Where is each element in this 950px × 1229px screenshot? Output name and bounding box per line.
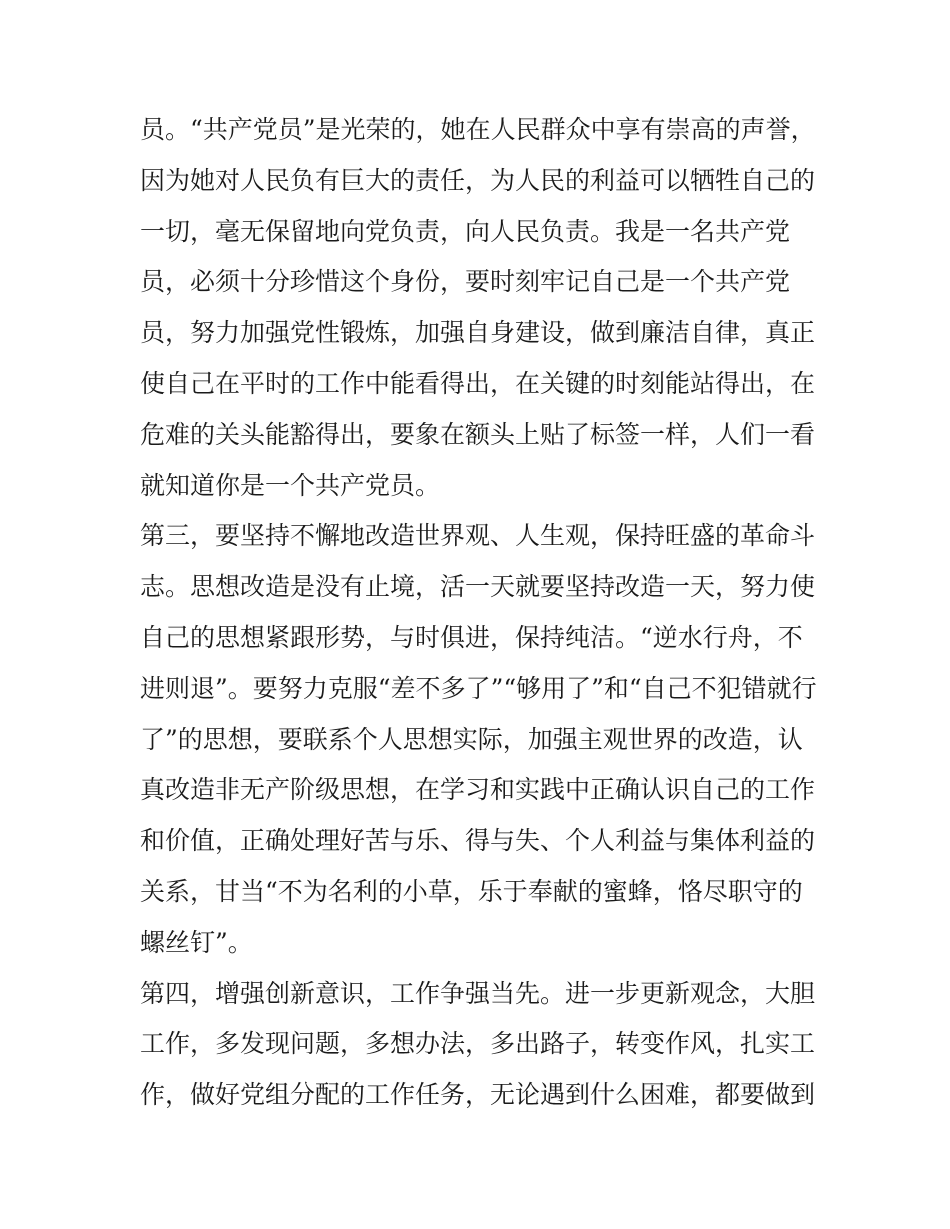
text-line: 危难的关头能豁得出，要象在额头上贴了标签一样，人们一看	[140, 419, 816, 449]
text-line: 真改造非无产阶级思想，在学习和实践中正确认识自己的工作	[140, 775, 816, 805]
text-line: 自己的思想紧跟形势，与时俱进，保持纯洁。“逆水行舟，不	[140, 622, 803, 652]
text-line: 工作，多发现问题，多想办法，多出路子，转变作风，扎实工	[140, 1029, 816, 1059]
text-line: 了”的思想，要联系个人思想实际，加强主观世界的改造，认	[140, 724, 803, 754]
text-line: 员，必须十分珍惜这个身份，要时刻牢记自己是一个共产党	[140, 267, 791, 297]
text-line: 就知道你是一个共产党员。	[140, 470, 441, 500]
body-text	[140, 105, 820, 1121]
text-line: 关系，甘当“不为名利的小草，乐于奉献的蜜蜂，恪尽职守的	[140, 876, 803, 906]
text-line: 进则退”。要努力克服“差不多了”“够用了”和“自己不犯错就行	[140, 673, 817, 703]
text-line: 员，努力加强党性锻炼，加强自身建设，做到廉洁自律，真正	[140, 318, 816, 348]
text-line: 第三，要坚持不懈地改造世界观、人生观，保持旺盛的革命斗	[140, 521, 816, 551]
text-line: 使自己在平时的工作中能看得出，在关键的时刻能站得出，在	[140, 368, 816, 398]
text-line: 员。“共产党员”是光荣的，她在人民群众中享有崇高的声誉，	[140, 115, 816, 144]
text-line: 螺丝钉”。	[140, 927, 253, 957]
text-line: 作，做好党组分配的工作任务，无论遇到什么困难，都要做到	[140, 1080, 816, 1110]
text-line: 因为她对人民负有巨大的责任，为人民的利益可以牺牲自己的	[140, 165, 816, 195]
text-line: 一切，毫无保留地向党负责，向人民负责。我是一名共产党	[140, 216, 791, 246]
text-line: 志。思想改造是没有止境，活一天就要坚持改造一天，努力使	[140, 572, 816, 602]
text-line: 第四，增强创新意识，工作争强当先。进一步更新观念，大胆	[140, 978, 816, 1008]
text-line: 和价值，正确处理好苦与乐、得与失、个人利益与集体利益的	[140, 826, 816, 856]
